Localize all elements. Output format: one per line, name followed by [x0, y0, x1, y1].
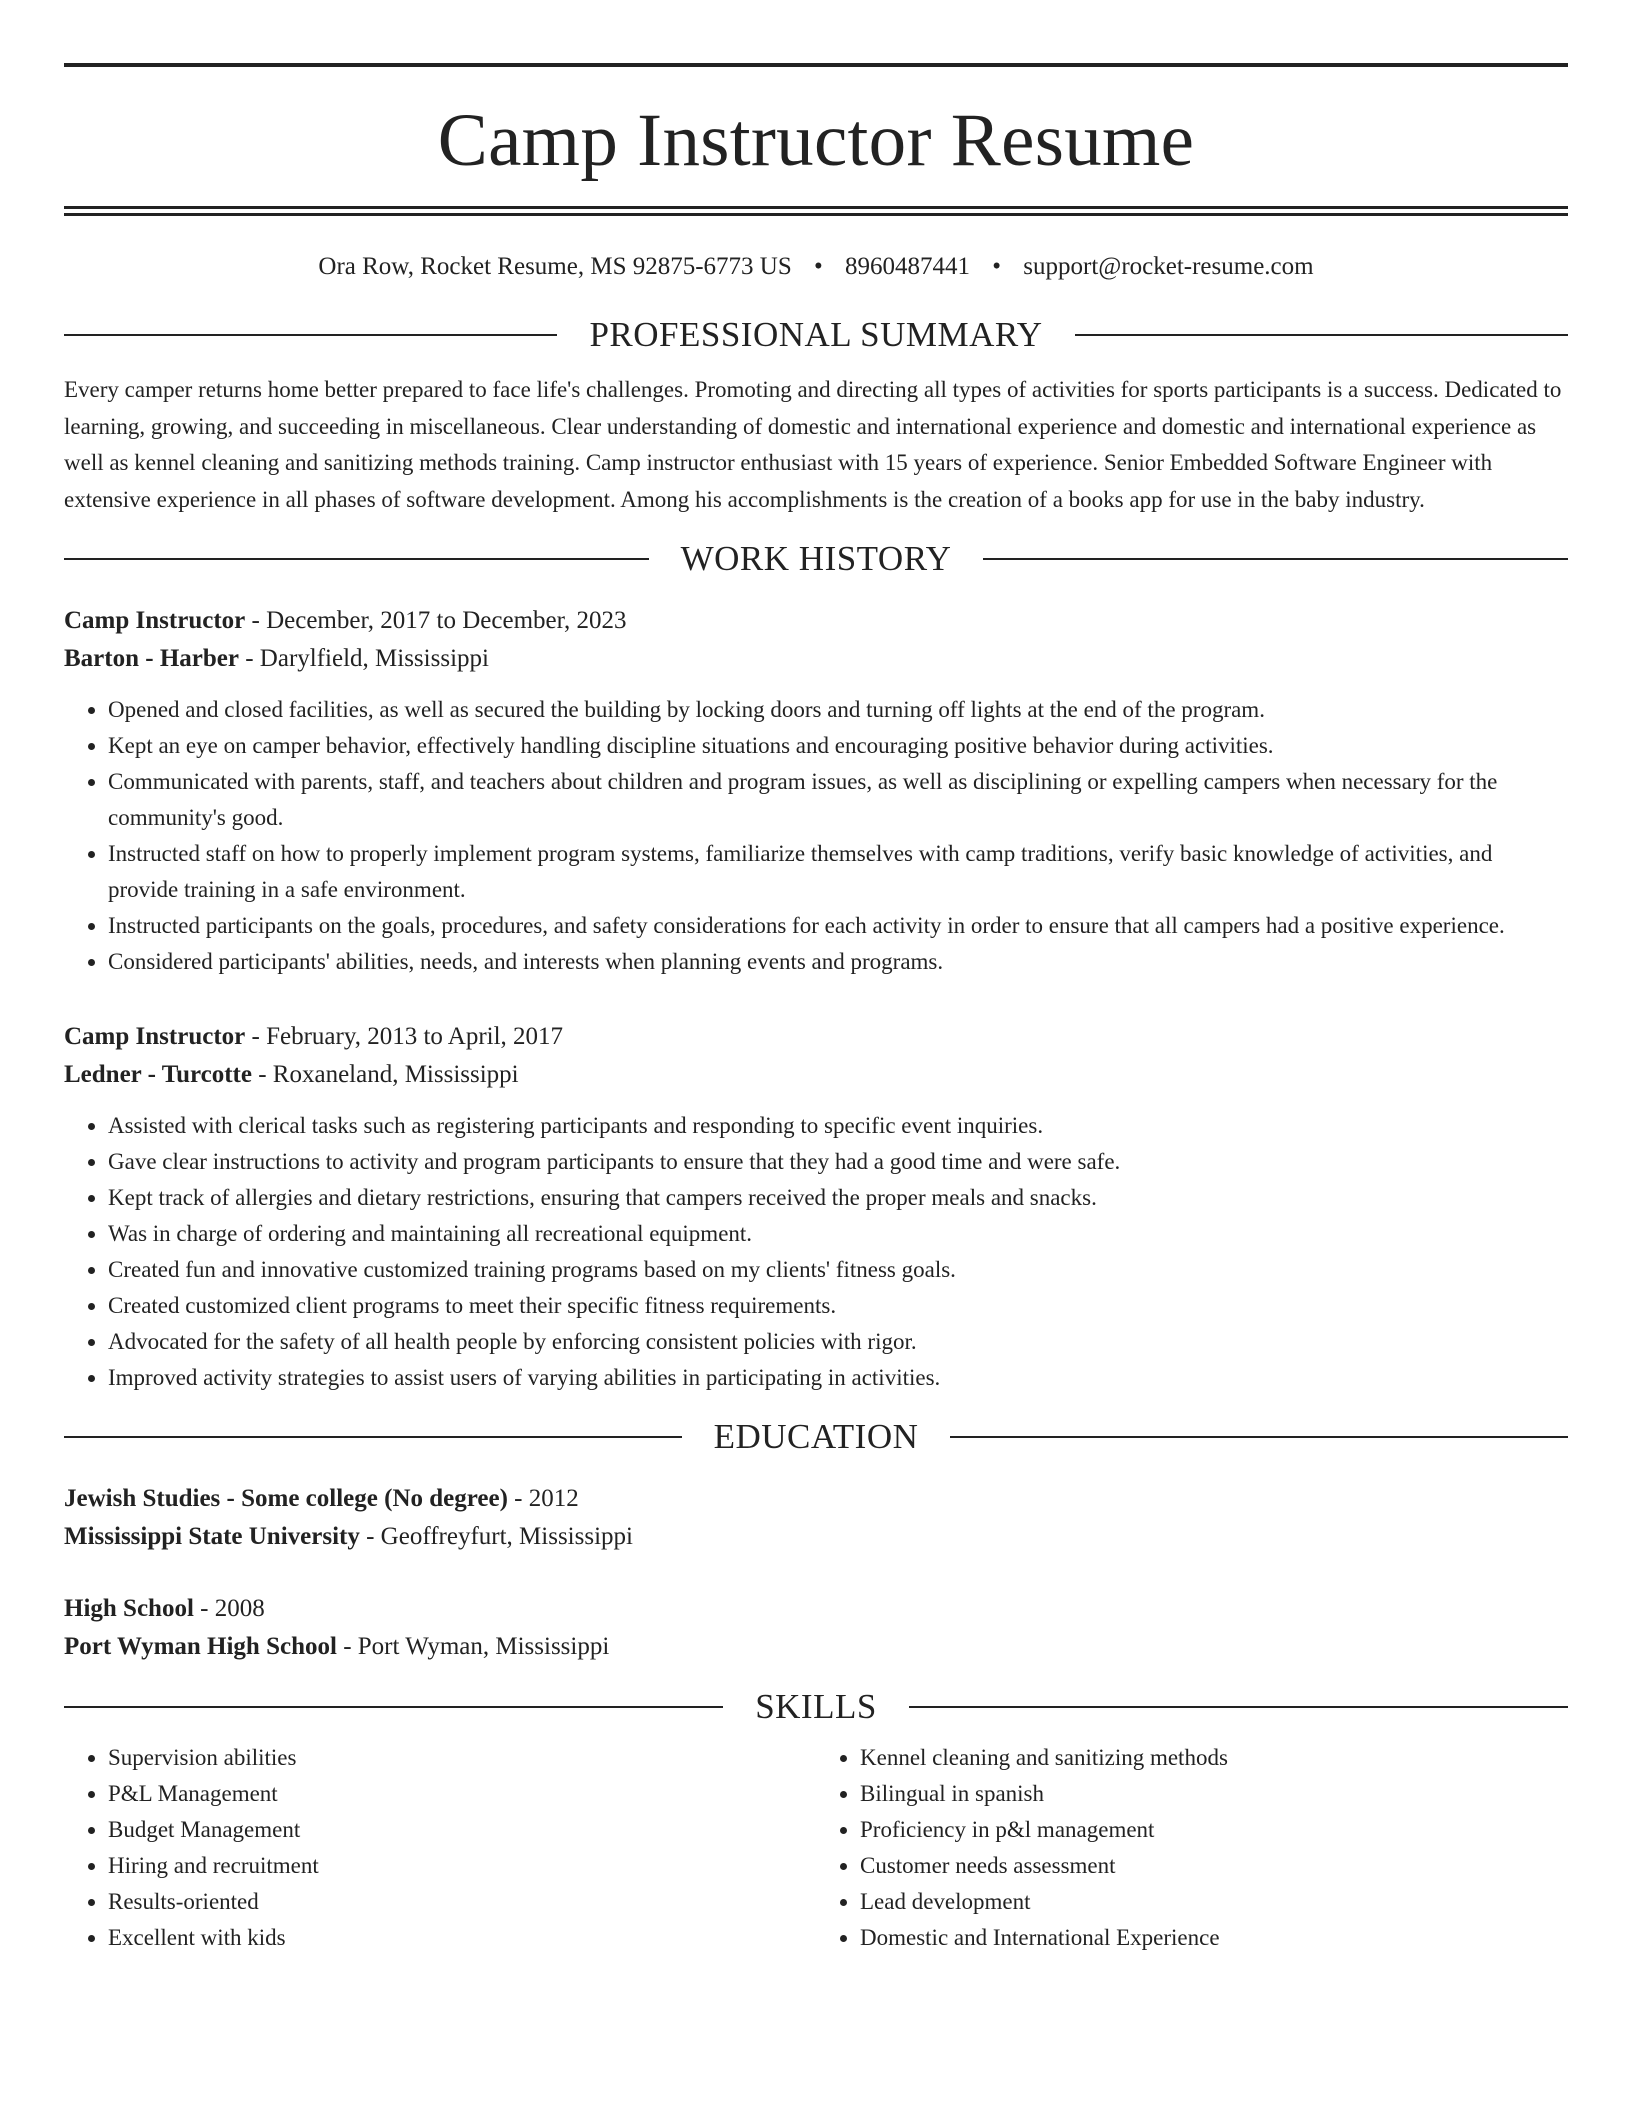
job-bullets: [64, 1108, 1568, 1396]
job-company-line: [64, 1056, 1568, 1094]
education-degree-line: [64, 1480, 1568, 1518]
section-heading-education: [64, 1416, 1568, 1458]
skills-columns: [64, 1740, 1568, 1956]
job-bullet: • Kept track of allergies and dietary restrictions, ensuring that campers received the proper meals and snacks.: [108, 1180, 1568, 1216]
job-bullet: • Was in charge of ordering and maintaining all recreational equipment.: [108, 1216, 1568, 1252]
education-degree-line: [64, 1590, 1568, 1628]
job-bullet: • Communicated with parents, staff, and teachers about children and program issues, as well as disciplining or expelling campers when necessary for the community's good.: [108, 764, 1568, 836]
job-title-line: [64, 1018, 1568, 1056]
skill-item: • Hiring and recruitment: [108, 1848, 816, 1884]
title-double-rule: [64, 206, 1568, 216]
job-bullet: • Created customized client programs to meet their specific fitness requirements.: [108, 1288, 1568, 1324]
job-location: - Roxaneland, Mississippi: [251, 1061, 519, 1088]
skill-item: • Customer needs assessment: [860, 1848, 1568, 1884]
job-title: Camp Instructor: [64, 607, 246, 634]
skill-item: • Results-oriented: [108, 1884, 816, 1920]
contact-address: Ora Row, Rocket Resume, MS 92875-6773 US: [318, 253, 792, 280]
job-bullet: • Instructed staff on how to properly implement program systems, familiarize themselves with camp traditions, verify basic knowledge of activities, and provide training in a safe environment.: [108, 836, 1568, 908]
skill-item: • Excellent with kids: [108, 1920, 816, 1956]
education-location: - Port Wyman, Mississippi: [336, 1633, 610, 1660]
job-dates: - December, 2017 to December, 2023: [245, 607, 627, 634]
job-bullet: • Improved activity strategies to assist users of varying abilities in participating in activities.: [108, 1360, 1568, 1396]
contact-email: support@rocket-resume.com: [1023, 253, 1314, 280]
job-bullet: • Advocated for the safety of all health people by enforcing consistent policies with rigor.: [108, 1324, 1568, 1360]
heading-rule: [950, 1436, 1568, 1438]
heading-rule: [909, 1706, 1568, 1708]
section-title: PROFESSIONAL SUMMARY: [589, 315, 1043, 354]
job-entry: [64, 1018, 1568, 1396]
section-title: EDUCATION: [713, 1417, 919, 1456]
education-entry: [64, 1480, 1568, 1556]
job-title: Camp Instructor: [64, 1023, 246, 1050]
summary-text: Every camper returns home better prepared to face life's challenges. Promoting and directing all types of activities for sports participants is a success. Dedicated to learning, growing, and succeeding in miscellaneous. Clear understanding of domestic and international experience and domestic and international experience as well as kennel cleaning and sanitizing methods training. Camp instructor enthusiast with 15 years of experience. Senior Embedded Software Engineer with extensive experience in all phases of software development. Among his accomplishments is the creation of a books app for use in the baby industry.: [64, 377, 1562, 512]
skill-item: • Domestic and International Experience: [860, 1920, 1568, 1956]
skills-list-right: [816, 1740, 1568, 1956]
heading-rule: [64, 334, 557, 336]
education-school: Mississippi State University: [64, 1523, 360, 1550]
job-bullet: • Kept an eye on camper behavior, effectively handling discipline situations and encouraging positive behavior during activities.: [108, 728, 1568, 764]
job-bullet: • Instructed participants on the goals, procedures, and safety considerations for each activity in order to ensure that all campers had a positive experience.: [108, 908, 1568, 944]
heading-rule: [1075, 334, 1568, 336]
education-degree: Jewish Studies - Some college (No degree): [64, 1485, 508, 1512]
education-degree: High School: [64, 1595, 194, 1622]
job-bullet: • Considered participants' abilities, needs, and interests when planning events and programs.: [108, 944, 1568, 980]
job-bullets: [64, 692, 1568, 980]
skills-list-left: [64, 1740, 816, 1956]
section-heading-summary: [64, 314, 1568, 356]
education-school: Port Wyman High School: [64, 1633, 337, 1660]
job-dates: - February, 2013 to April, 2017: [245, 1023, 564, 1050]
job-bullet: • Opened and closed facilities, as well as secured the building by locking doors and turning off lights at the end of the program.: [108, 692, 1568, 728]
education-year: - 2008: [193, 1595, 265, 1622]
section-title: WORK HISTORY: [680, 539, 952, 578]
contact-phone: 8960487441: [845, 253, 971, 280]
skill-item: • Kennel cleaning and sanitizing methods: [860, 1740, 1568, 1776]
job-company-line: [64, 640, 1568, 678]
skill-item: • Lead development: [860, 1884, 1568, 1920]
job-bullet: • Created fun and innovative customized training programs based on my clients' fitness goals.: [108, 1252, 1568, 1288]
job-title-line: [64, 602, 1568, 640]
job-entry: [64, 602, 1568, 980]
job-company: Barton - Harber: [64, 645, 239, 672]
job-bullet: • Gave clear instructions to activity and program participants to ensure that they had a good time and were safe.: [108, 1144, 1568, 1180]
job-location: - Darylfield, Mississippi: [238, 645, 489, 672]
education-year: - 2012: [507, 1485, 579, 1512]
section-heading-skills: [64, 1686, 1568, 1728]
section-heading-work-history: [64, 538, 1568, 580]
top-rule: [64, 63, 1568, 67]
heading-rule: [983, 558, 1568, 560]
job-bullet: • Assisted with clerical tasks such as registering participants and responding to specific event inquiries.: [108, 1108, 1568, 1144]
education-location: - Geoffreyfurt, Mississippi: [359, 1523, 633, 1550]
heading-rule: [64, 1706, 723, 1708]
education-entry: [64, 1590, 1568, 1666]
contact-separator: •: [992, 253, 1002, 280]
education-school-line: [64, 1518, 1568, 1556]
skill-item: • Budget Management: [108, 1812, 816, 1848]
skill-item: • P&L Management: [108, 1776, 816, 1812]
resume-page: [64, 0, 1568, 1956]
job-company: Ledner - Turcotte: [64, 1061, 252, 1088]
skill-item: • Bilingual in spanish: [860, 1776, 1568, 1812]
education-school-line: [64, 1628, 1568, 1666]
heading-rule: [64, 1436, 682, 1438]
heading-rule: [64, 558, 649, 560]
section-title: SKILLS: [755, 1687, 877, 1726]
contact-line: [64, 252, 1568, 282]
skill-item: • Supervision abilities: [108, 1740, 816, 1776]
contact-separator: •: [814, 253, 823, 280]
resume-title: Camp Instructor Resume: [437, 99, 1195, 182]
skill-item: • Proficiency in p&l management: [860, 1812, 1568, 1848]
